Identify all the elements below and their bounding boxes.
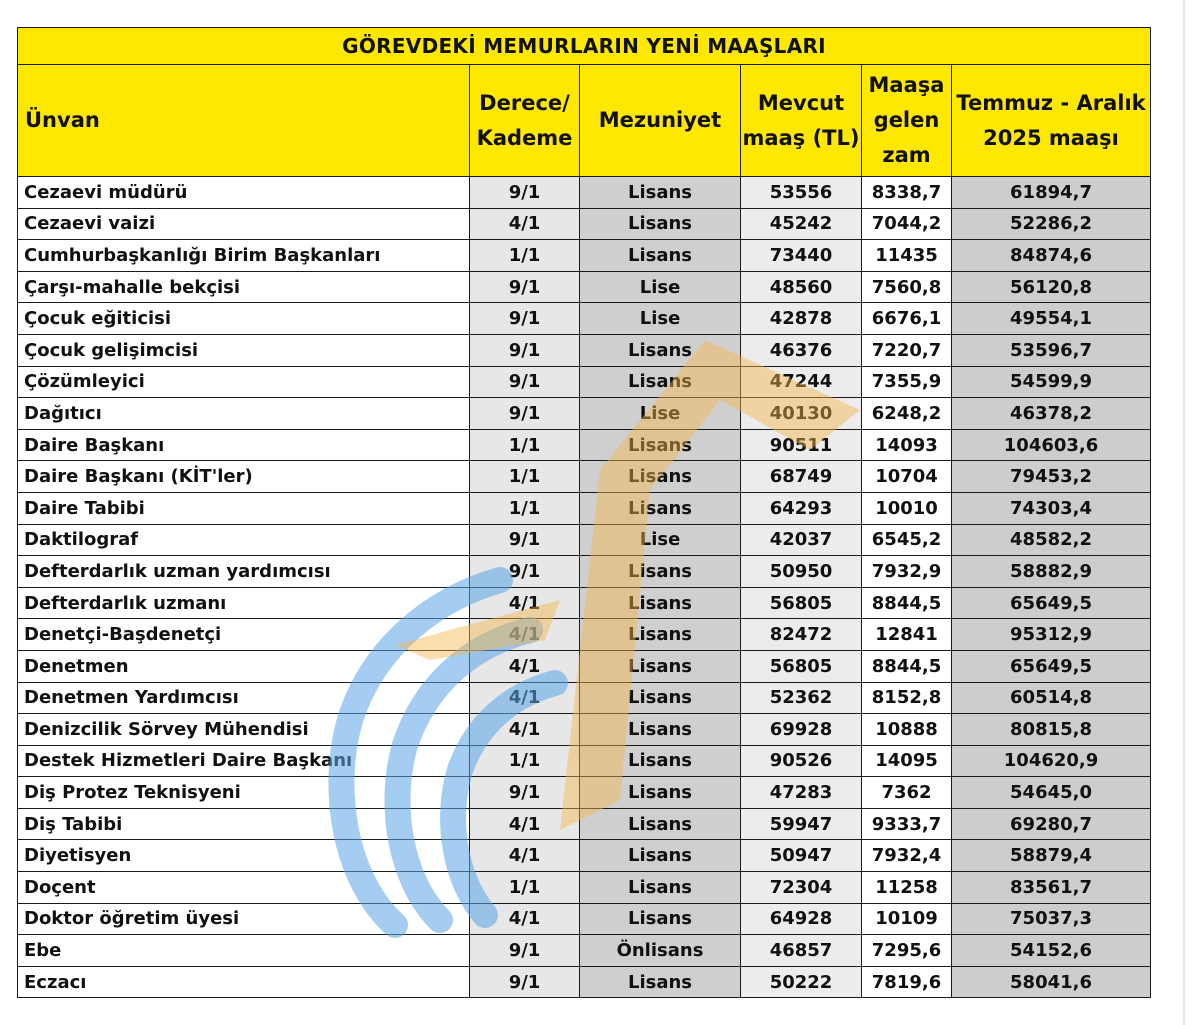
table-body — [18, 177, 1151, 998]
header-derece — [470, 65, 580, 177]
cell-unvan: Doktor öğretim üyesi — [18, 903, 470, 935]
cell-mezuniyet: Lisans — [580, 840, 741, 872]
cell-unvan: Denetmen Yardımcısı — [18, 682, 470, 714]
header-unvan: Ünvan — [18, 65, 470, 177]
cell-mevcut: 42878 — [741, 303, 862, 335]
cell-unvan: Diş Tabibi — [18, 808, 470, 840]
cell-yeni: 58041,6 — [952, 966, 1151, 998]
cell-unvan: Ebe — [18, 935, 470, 967]
cell-zam: 8844,5 — [862, 587, 952, 619]
header-mevcut-line-1: Mevcut — [757, 90, 845, 115]
table-title: GÖREVDEKİ MEMURLARIN YENİ MAAŞLARI — [18, 28, 1151, 65]
table-row — [18, 492, 1151, 524]
cell-zam: 7044,2 — [862, 208, 952, 240]
cell-mezuniyet: Lisans — [580, 366, 741, 398]
cell-mezuniyet: Lisans — [580, 808, 741, 840]
cell-yeni: 83561,7 — [952, 872, 1151, 904]
header-zam-line-2: gelen — [873, 108, 940, 132]
cell-unvan: Destek Hizmetleri Daire Başkanı — [18, 745, 470, 777]
cell-yeni: 54599,9 — [952, 366, 1151, 398]
header-zam — [862, 65, 952, 177]
table-row — [18, 398, 1151, 430]
cell-yeni: 69280,7 — [952, 808, 1151, 840]
table-row — [18, 714, 1151, 746]
cell-unvan: Doçent — [18, 872, 470, 904]
cell-unvan: Eczacı — [18, 966, 470, 998]
cell-unvan: Çözümleyici — [18, 366, 470, 398]
table-row — [18, 840, 1151, 872]
cell-mezuniyet: Lisans — [580, 208, 741, 240]
cell-unvan: Defterdarlık uzmanı — [18, 587, 470, 619]
cell-yeni: 75037,3 — [952, 903, 1151, 935]
cell-yeni: 54152,6 — [952, 935, 1151, 967]
cell-unvan: Denetçi-Başdenetçi — [18, 619, 470, 651]
cell-mevcut: 52362 — [741, 682, 862, 714]
cell-derece: 9/1 — [470, 556, 580, 588]
table-row — [18, 872, 1151, 904]
table-row — [18, 650, 1151, 682]
cell-mezuniyet: Lise — [580, 524, 741, 556]
cell-zam: 8338,7 — [862, 177, 952, 209]
cell-unvan: Çocuk gelişimcisi — [18, 334, 470, 366]
cell-mevcut: 72304 — [741, 872, 862, 904]
cell-derece: 1/1 — [470, 872, 580, 904]
table-row — [18, 745, 1151, 777]
cell-derece: 9/1 — [470, 366, 580, 398]
cell-zam: 6248,2 — [862, 398, 952, 430]
cell-derece: 1/1 — [470, 461, 580, 493]
header-derece-line-2: Kademe — [476, 125, 573, 150]
cell-mevcut: 47244 — [741, 366, 862, 398]
cell-yeni: 104620,9 — [952, 745, 1151, 777]
cell-derece: 9/1 — [470, 966, 580, 998]
cell-zam: 8152,8 — [862, 682, 952, 714]
cell-mevcut: 90511 — [741, 429, 862, 461]
cell-unvan: Diyetisyen — [18, 840, 470, 872]
cell-zam: 7932,4 — [862, 840, 952, 872]
cell-yeni: 80815,8 — [952, 714, 1151, 746]
cell-derece: 4/1 — [470, 714, 580, 746]
cell-unvan: Daire Tabibi — [18, 492, 470, 524]
cell-zam: 12841 — [862, 619, 952, 651]
cell-unvan: Cezaevi müdürü — [18, 177, 470, 209]
cell-mezuniyet: Lisans — [580, 745, 741, 777]
cell-zam: 7220,7 — [862, 334, 952, 366]
cell-zam: 6545,2 — [862, 524, 952, 556]
cell-mevcut: 48560 — [741, 271, 862, 303]
cell-mezuniyet: Lisans — [580, 334, 741, 366]
table-row — [18, 240, 1151, 272]
cell-yeni: 104603,6 — [952, 429, 1151, 461]
cell-mezuniyet: Lisans — [580, 777, 741, 809]
cell-zam: 9333,7 — [862, 808, 952, 840]
cell-derece: 4/1 — [470, 903, 580, 935]
cell-mevcut: 59947 — [741, 808, 862, 840]
cell-zam: 7355,9 — [862, 366, 952, 398]
cell-zam: 7560,8 — [862, 271, 952, 303]
cell-zam: 11258 — [862, 872, 952, 904]
cell-zam: 7819,6 — [862, 966, 952, 998]
cell-unvan: Daire Başkanı — [18, 429, 470, 461]
cell-derece: 1/1 — [470, 240, 580, 272]
cell-yeni: 95312,9 — [952, 619, 1151, 651]
header-zam-line-1: Maaşa — [868, 73, 945, 97]
header-derece-line-1: Derece/ — [479, 90, 570, 115]
cell-mezuniyet: Lisans — [580, 650, 741, 682]
cell-mevcut: 56805 — [741, 587, 862, 619]
cell-yeni: 58879,4 — [952, 840, 1151, 872]
cell-zam: 6676,1 — [862, 303, 952, 335]
cell-unvan: Cezaevi vaizi — [18, 208, 470, 240]
cell-mevcut: 42037 — [741, 524, 862, 556]
cell-yeni: 65649,5 — [952, 587, 1151, 619]
cell-zam: 7362 — [862, 777, 952, 809]
cell-derece: 4/1 — [470, 808, 580, 840]
cell-unvan: Denetmen — [18, 650, 470, 682]
cell-mevcut: 53556 — [741, 177, 862, 209]
cell-mevcut: 82472 — [741, 619, 862, 651]
cell-derece: 9/1 — [470, 524, 580, 556]
table-header-row — [18, 65, 1151, 177]
cell-yeni: 60514,8 — [952, 682, 1151, 714]
cell-unvan: Daktilograf — [18, 524, 470, 556]
table-row — [18, 271, 1151, 303]
cell-yeni: 49554,1 — [952, 303, 1151, 335]
cell-zam: 10704 — [862, 461, 952, 493]
cell-yeni: 79453,2 — [952, 461, 1151, 493]
cell-derece: 9/1 — [470, 398, 580, 430]
cell-derece: 1/1 — [470, 492, 580, 524]
header-mevcut — [741, 65, 862, 177]
cell-mezuniyet: Lise — [580, 303, 741, 335]
cell-unvan: Denizcilik Sörvey Mühendisi — [18, 714, 470, 746]
header-yeni — [952, 65, 1151, 177]
table-row — [18, 619, 1151, 651]
cell-mevcut: 46857 — [741, 935, 862, 967]
cell-mezuniyet: Lise — [580, 271, 741, 303]
cell-yeni: 53596,7 — [952, 334, 1151, 366]
table-row — [18, 303, 1151, 335]
cell-mevcut: 40130 — [741, 398, 862, 430]
table-title-row — [18, 28, 1151, 65]
table-row — [18, 935, 1151, 967]
cell-mezuniyet: Lisans — [580, 966, 741, 998]
table-row — [18, 366, 1151, 398]
cell-mevcut: 90526 — [741, 745, 862, 777]
cell-yeni: 84874,6 — [952, 240, 1151, 272]
cell-mezuniyet: Lisans — [580, 492, 741, 524]
cell-yeni: 56120,8 — [952, 271, 1151, 303]
cell-derece: 9/1 — [470, 177, 580, 209]
cell-mevcut: 64928 — [741, 903, 862, 935]
cell-mevcut: 73440 — [741, 240, 862, 272]
cell-unvan: Cumhurbaşkanlığı Birim Başkanları — [18, 240, 470, 272]
cell-derece: 4/1 — [470, 650, 580, 682]
cell-yeni: 74303,4 — [952, 492, 1151, 524]
cell-unvan: Daire Başkanı (KİT'ler) — [18, 461, 470, 493]
cell-mevcut: 50222 — [741, 966, 862, 998]
cell-mezuniyet: Lisans — [580, 903, 741, 935]
cell-unvan: Dağıtıcı — [18, 398, 470, 430]
cell-mezuniyet: Lisans — [580, 461, 741, 493]
cell-yeni: 54645,0 — [952, 777, 1151, 809]
table-row — [18, 461, 1151, 493]
cell-mezuniyet: Lisans — [580, 556, 741, 588]
cell-zam: 11435 — [862, 240, 952, 272]
cell-yeni: 52286,2 — [952, 208, 1151, 240]
cell-derece: 9/1 — [470, 935, 580, 967]
cell-yeni: 65649,5 — [952, 650, 1151, 682]
cell-unvan: Defterdarlık uzman yardımcısı — [18, 556, 470, 588]
cell-zam: 8844,5 — [862, 650, 952, 682]
cell-mezuniyet: Lisans — [580, 177, 741, 209]
cell-mezuniyet: Lise — [580, 398, 741, 430]
cell-zam: 10888 — [862, 714, 952, 746]
cell-zam: 14095 — [862, 745, 952, 777]
cell-yeni: 61894,7 — [952, 177, 1151, 209]
cell-mevcut: 56805 — [741, 650, 862, 682]
cell-derece: 4/1 — [470, 840, 580, 872]
table-row — [18, 334, 1151, 366]
table-row — [18, 777, 1151, 809]
salary-table — [17, 27, 1151, 998]
cell-derece: 4/1 — [470, 208, 580, 240]
table-row — [18, 966, 1151, 998]
cell-zam: 14093 — [862, 429, 952, 461]
cell-mevcut: 46376 — [741, 334, 862, 366]
table-row — [18, 177, 1151, 209]
cell-unvan: Diş Protez Teknisyeni — [18, 777, 470, 809]
cell-mezuniyet: Lisans — [580, 619, 741, 651]
cell-derece: 4/1 — [470, 587, 580, 619]
cell-derece: 9/1 — [470, 303, 580, 335]
cell-unvan: Çocuk eğiticisi — [18, 303, 470, 335]
cell-derece: 4/1 — [470, 619, 580, 651]
cell-mezuniyet: Lisans — [580, 587, 741, 619]
cell-mevcut: 45242 — [741, 208, 862, 240]
cell-mevcut: 69928 — [741, 714, 862, 746]
cell-derece: 4/1 — [470, 682, 580, 714]
cell-derece: 1/1 — [470, 429, 580, 461]
table-row — [18, 587, 1151, 619]
cell-mevcut: 47283 — [741, 777, 862, 809]
cell-derece: 1/1 — [470, 745, 580, 777]
cell-zam: 7932,9 — [862, 556, 952, 588]
table-row — [18, 808, 1151, 840]
header-mevcut-line-2: maaş (TL) — [742, 125, 860, 150]
cell-mezuniyet: Önlisans — [580, 935, 741, 967]
cell-yeni: 58882,9 — [952, 556, 1151, 588]
image-edge-divider — [1183, 0, 1185, 1025]
cell-derece: 9/1 — [470, 334, 580, 366]
header-mezuniyet: Mezuniyet — [580, 65, 741, 177]
table-row — [18, 429, 1151, 461]
cell-mezuniyet: Lisans — [580, 682, 741, 714]
table-row — [18, 903, 1151, 935]
cell-zam: 10109 — [862, 903, 952, 935]
cell-yeni: 46378,2 — [952, 398, 1151, 430]
cell-mezuniyet: Lisans — [580, 429, 741, 461]
header-yeni-line-2: 2025 maaşı — [983, 125, 1119, 150]
table-row — [18, 682, 1151, 714]
cell-mezuniyet: Lisans — [580, 714, 741, 746]
cell-derece: 9/1 — [470, 777, 580, 809]
cell-mezuniyet: Lisans — [580, 872, 741, 904]
cell-mevcut: 68749 — [741, 461, 862, 493]
cell-mevcut: 50947 — [741, 840, 862, 872]
table-row — [18, 524, 1151, 556]
table-row — [18, 556, 1151, 588]
cell-zam: 7295,6 — [862, 935, 952, 967]
cell-yeni: 48582,2 — [952, 524, 1151, 556]
cell-mezuniyet: Lisans — [580, 240, 741, 272]
header-zam-line-3: zam — [882, 143, 931, 167]
header-yeni-line-1: Temmuz - Aralık — [956, 90, 1146, 115]
cell-zam: 10010 — [862, 492, 952, 524]
table-row — [18, 208, 1151, 240]
cell-unvan: Çarşı-mahalle bekçisi — [18, 271, 470, 303]
cell-mevcut: 64293 — [741, 492, 862, 524]
cell-derece: 9/1 — [470, 271, 580, 303]
cell-mevcut: 50950 — [741, 556, 862, 588]
